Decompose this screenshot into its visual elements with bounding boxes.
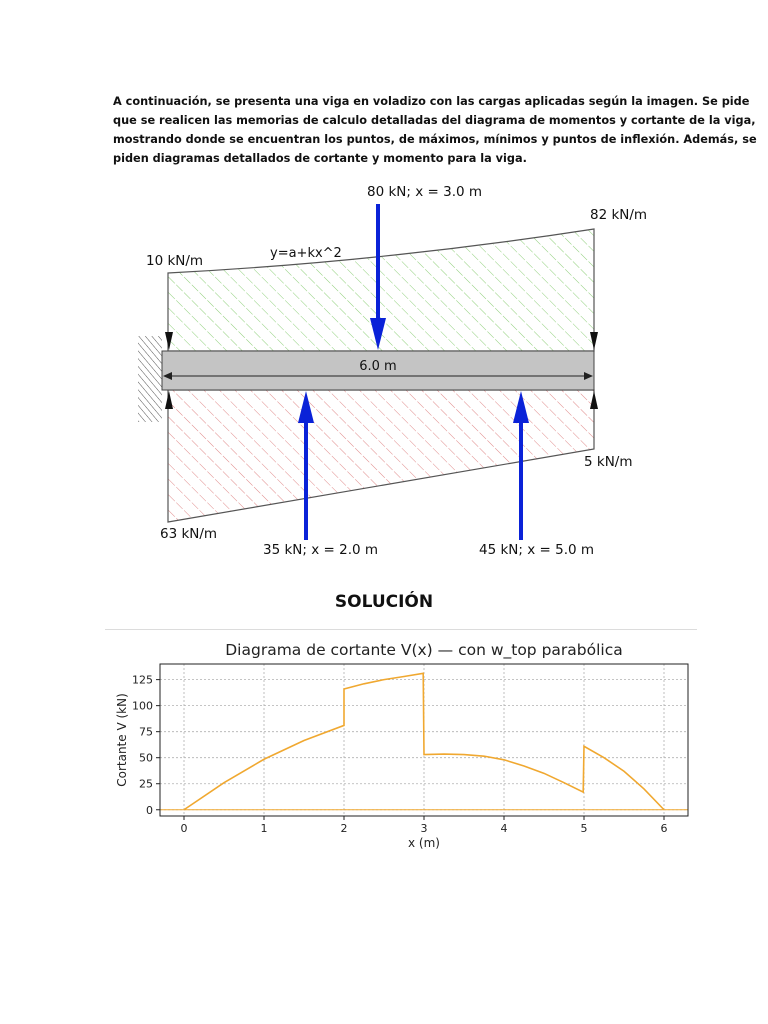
x-tick-label: 2 [340, 822, 348, 835]
problem-statement [113, 92, 757, 168]
bottom-distributed-load [168, 390, 594, 522]
solution-heading: SOLUCIÓN [334, 592, 434, 612]
point-load-bottom-2-label: 45 kN; x = 5.0 m [479, 542, 595, 558]
problem-line: mostrando donde se encuentran los puntos, de máximos, mínimos y puntos de inflexión. Además, se [113, 133, 757, 146]
x-tick-label: 5 [580, 822, 588, 835]
shear-chart [100, 632, 700, 852]
top-right-intensity-label: 82 kN/m [590, 207, 648, 223]
x-tick-label: 0 [180, 822, 188, 835]
y-axis-label: Cortante V (kN) [115, 693, 129, 787]
y-tick-label: 25 [139, 777, 153, 791]
beam-figure [0, 170, 768, 570]
top-left-intensity-label: 10 kN/m [146, 253, 204, 269]
fixed-support-wall [138, 336, 162, 422]
top-equation-label: y=a+kx^2 [270, 246, 342, 261]
chart-top-rule [105, 629, 697, 630]
bottom-left-intensity-label: 63 kN/m [160, 526, 218, 542]
x-tick-label: 6 [660, 822, 668, 835]
bottom-right-intensity-label: 5 kN/m [584, 454, 633, 470]
x-tick-label: 1 [260, 822, 268, 835]
x-axis-label: x (m) [408, 836, 440, 850]
tick-layer [132, 674, 668, 835]
problem-line: que se realicen las memorias de calculo detalladas del diagrama de momentos y cortante de la viga, [113, 114, 756, 127]
shear-chart-svg [100, 632, 700, 852]
point-load-top-label: 80 kN; x = 3.0 m [367, 184, 483, 200]
problem-line: piden diagramas detallados de cortante y momento para la viga. [113, 152, 527, 165]
problem-line: A continuación, se presenta una viga en voladizo con las cargas aplicadas según la imagen. Se pide [113, 95, 750, 108]
beam-diagram [0, 170, 768, 570]
y-tick-label: 125 [132, 673, 153, 687]
y-tick-label: 75 [139, 725, 153, 739]
point-load-bottom-1-label: 35 kN; x = 2.0 m [263, 542, 379, 558]
chart-title: Diagrama de cortante V(x) — con w_top parabólica [225, 641, 623, 659]
span-label: 6.0 m [359, 359, 397, 374]
y-tick-label: 100 [132, 699, 153, 713]
x-tick-label: 4 [500, 822, 508, 835]
y-tick-label: 0 [146, 803, 153, 817]
x-tick-label: 3 [420, 822, 428, 835]
y-tick-label: 50 [139, 751, 153, 765]
